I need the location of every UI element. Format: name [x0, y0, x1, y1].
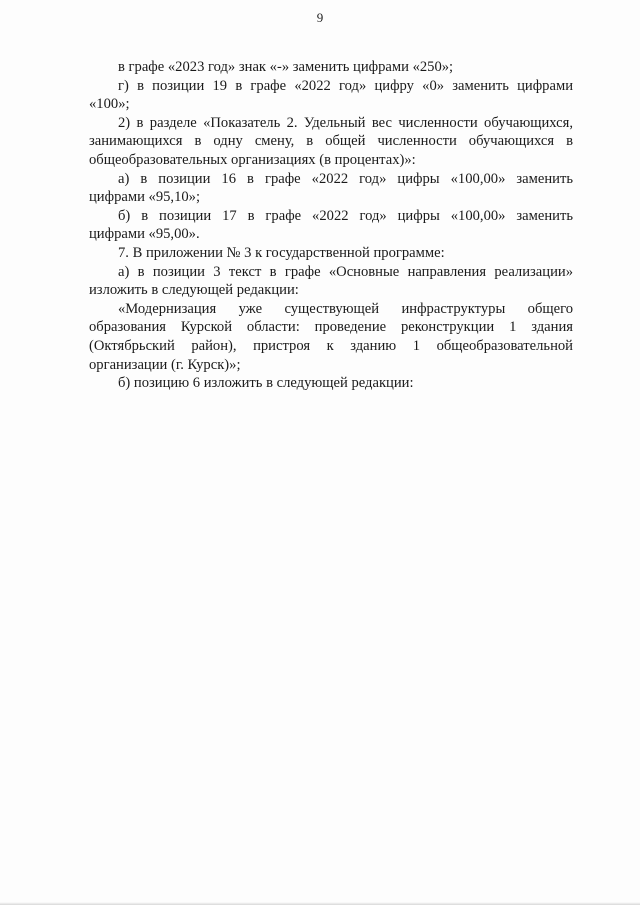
text-line: а) в позиции 3 текст в графе «Основные направления реализации»: [118, 263, 573, 280]
text-line: г) в позиции 19 в графе «2022 год» цифру «0» заменить цифрами: [118, 77, 573, 94]
text-line: организации (г. Курск)»;: [89, 356, 241, 373]
text-line: общеобразовательных организациях (в процентах)»:: [89, 151, 416, 168]
page-number: 9: [316, 10, 324, 25]
text-line: а) в позиции 16 в графе «2022 год» цифры «100,00» заменить: [118, 170, 573, 187]
text-line: занимающихся в одну смену, в общей численности обучающихся в: [89, 133, 573, 150]
text-line: 7. В приложении № 3 к государственной программе:: [118, 244, 445, 261]
text-line: в графе «2023 год» знак «-» заменить цифрами «250»;: [118, 59, 454, 75]
text-line: цифрами «95,10»;: [89, 189, 201, 206]
text-line: «100»;: [89, 96, 130, 113]
text-line: б) в позиции 17 в графе «2022 год» цифры «100,00» заменить: [118, 207, 573, 224]
document-body: [89, 58, 573, 393]
text-line: б) позицию 6 изложить в следующей редакции:: [118, 375, 414, 392]
text-line: образования Курской области: проведение реконструкции 1 здания: [89, 319, 573, 336]
text-line: 2) в разделе «Показатель 2. Удельный вес численности обучающихся,: [118, 114, 573, 131]
text-line: цифрами «95,00».: [89, 226, 200, 243]
text-line: «Модернизация уже существующей инфраструктуры общего: [118, 300, 573, 317]
text-line: (Октябрьский район), пристроя к зданию 1 общеобразовательной: [89, 337, 573, 354]
text-line: изложить в следующей редакции:: [89, 282, 299, 299]
